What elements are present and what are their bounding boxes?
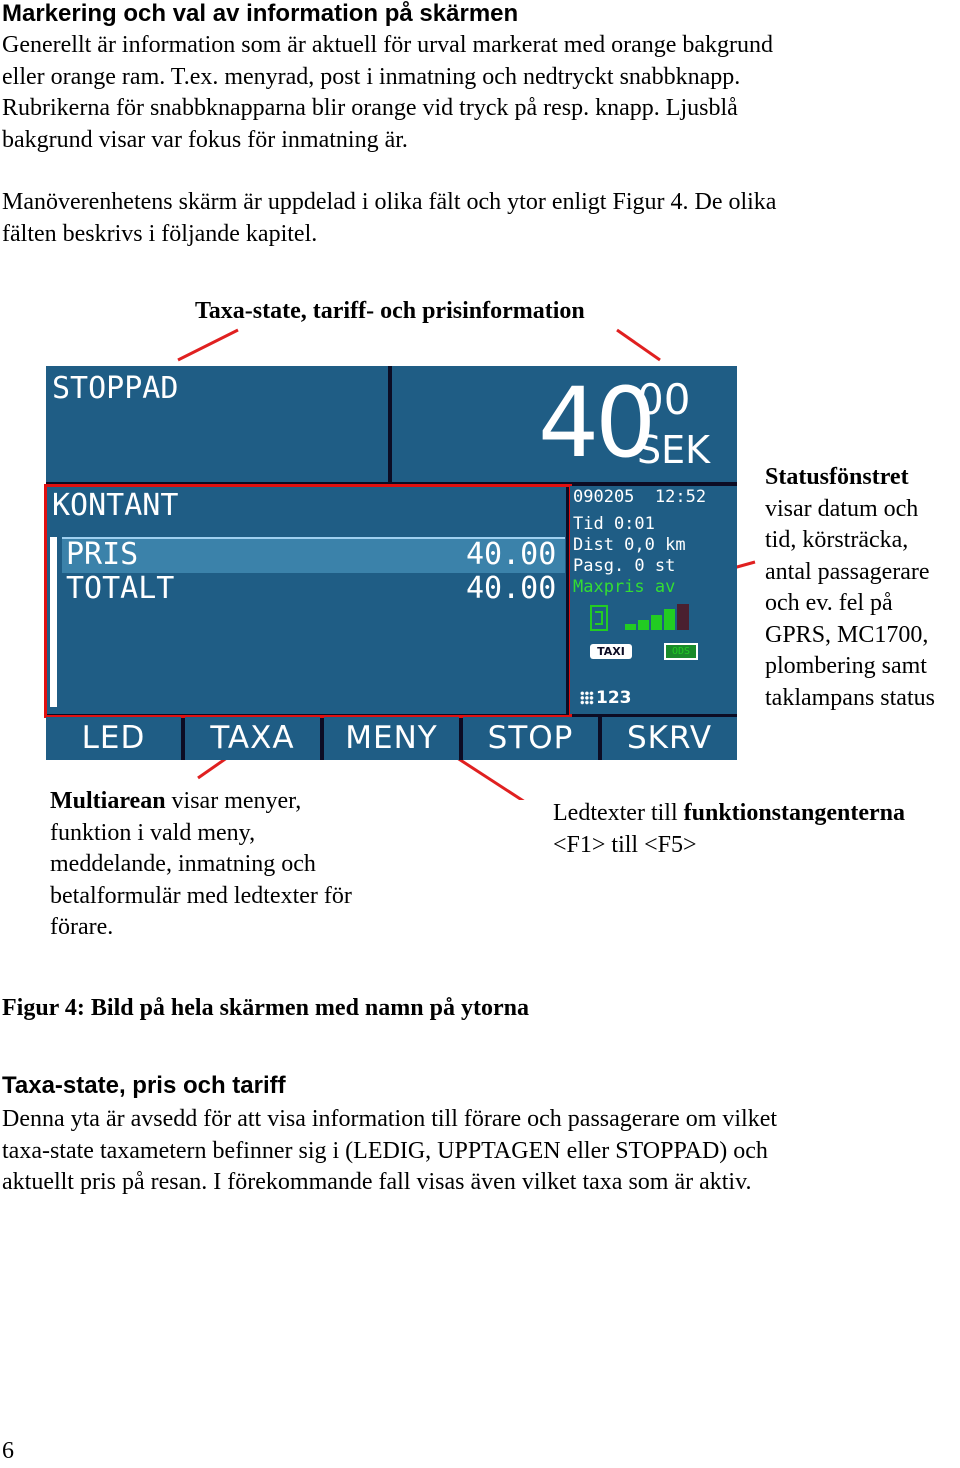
status-time: Tid 0:01 bbox=[573, 514, 655, 534]
signal-bar bbox=[625, 624, 636, 630]
status-distance: Dist 0,0 km bbox=[573, 535, 686, 555]
paragraph-line: eller orange ram. T.ex. menyrad, post i inmatning och nedtryckt snabbknapp. bbox=[2, 63, 741, 90]
paragraph-line: aktuellt pris på resan. I förekommande fall visas även vilket taxa som är aktiv. bbox=[2, 1169, 752, 1195]
paragraph-taxa-state bbox=[2, 1104, 777, 1199]
payment-type: KONTANT bbox=[52, 488, 179, 523]
price-main: 40 bbox=[538, 367, 653, 479]
callout-multiarea-line: funktion i vald meny, bbox=[50, 819, 256, 846]
fkey-meny[interactable]: MENY bbox=[324, 717, 459, 760]
callout-status-line: tid, körsträcka, bbox=[765, 527, 909, 553]
callout-fkeys-prefix: Ledtexter till bbox=[553, 800, 684, 826]
callout-multiarea bbox=[50, 786, 352, 944]
signal-bar bbox=[651, 615, 662, 630]
row-value-pris: 40.00 bbox=[466, 537, 557, 572]
status-maxprice: Maxpris av bbox=[573, 577, 676, 597]
row-label-totalt: TOTALT bbox=[66, 571, 175, 606]
callout-taxa-state: Taxa-state, tariff- och prisinformation bbox=[195, 298, 585, 324]
signal-bar bbox=[664, 609, 675, 630]
callout-multiarea-first: visar menyer, bbox=[165, 788, 302, 814]
keypad-icon bbox=[580, 691, 594, 705]
callout-status-line: taklampans status bbox=[765, 684, 935, 711]
fkey-skrv[interactable]: SKRV bbox=[602, 717, 737, 760]
callout-multiarea-line bbox=[50, 786, 352, 818]
paragraph-line: taxa-state taxametern befinner sig i (LEDIG, UPPTAGEN eller STOPPAD) och bbox=[2, 1137, 768, 1164]
section-heading-taxa-state: Taxa-state, pris och tariff bbox=[2, 1072, 286, 1099]
multi-area-frame bbox=[44, 484, 572, 718]
callout-line-left bbox=[178, 330, 238, 360]
paragraph-line: Manöverenhetens skärm är uppdelad i olika fält och ytor enligt Figur 4. De olika bbox=[2, 189, 777, 215]
keypad-mode: 123 bbox=[596, 688, 632, 708]
taxa-state-label: STOPPAD bbox=[52, 371, 179, 406]
callout-multiarea-line: förare. bbox=[50, 914, 114, 940]
taxi-sign-icon: TAXI bbox=[590, 644, 632, 659]
section-heading-marking: Markering och val av information på skärmen bbox=[2, 0, 519, 27]
callout-fkeys-bold: funktionstangenterna bbox=[683, 800, 905, 826]
ods-badge: ODS bbox=[664, 643, 698, 660]
page-number: 6 bbox=[2, 1438, 14, 1464]
price-decimals: 00 bbox=[637, 375, 691, 424]
row-value-totalt: 40.00 bbox=[466, 571, 557, 606]
callout-status-line: antal passagerare bbox=[765, 558, 930, 585]
callout-fkeys bbox=[553, 798, 905, 861]
paragraph-line: Generellt är information som är aktuell för urval markerat med orange bakgrund bbox=[2, 32, 774, 58]
callout-status-line: och ev. fel på bbox=[765, 590, 893, 616]
callout-line-right bbox=[617, 330, 660, 360]
fkey-taxa[interactable]: TAXA bbox=[185, 717, 320, 760]
callout-status-line: plombering samt bbox=[765, 653, 927, 679]
paragraph-line: Denna yta är avsedd för att visa information till förare och passagerare om vilket bbox=[2, 1106, 778, 1132]
callout-multiarea-line: betalformulär med ledtexter för bbox=[50, 882, 352, 909]
fkey-led[interactable]: LED bbox=[46, 717, 181, 760]
callout-multiarea-line: meddelande, inmatning och bbox=[50, 851, 316, 877]
callout-fkeys-line bbox=[553, 798, 905, 830]
fkey-stop[interactable]: STOP bbox=[463, 717, 598, 760]
callout-status bbox=[765, 462, 935, 714]
figure-caption: Figur 4: Bild på hela skärmen med namn på ytorna bbox=[2, 995, 529, 1021]
signal-bar-empty bbox=[677, 604, 689, 630]
callout-status-title: Statusfönstret bbox=[765, 464, 909, 490]
row-label-pris: PRIS bbox=[66, 537, 139, 572]
paragraph-line: fälten beskrivs i följande kapitel. bbox=[2, 220, 318, 247]
gprs-icon bbox=[590, 605, 608, 631]
paragraph-line: bakgrund visar var fokus för inmatning är. bbox=[2, 126, 408, 153]
paragraph-line: Rubrikerna för snabbknapparna blir orange vid tryck på resp. knapp. Ljusblå bbox=[2, 95, 738, 121]
currency-label: SEK bbox=[637, 428, 711, 472]
signal-bar bbox=[638, 620, 649, 630]
callout-status-line: GPRS, MC1700, bbox=[765, 621, 929, 648]
status-passengers: Pasg. 0 st bbox=[573, 556, 676, 576]
status-datetime: 090205 12:52 bbox=[573, 487, 707, 507]
callout-status-line: visar datum och bbox=[765, 495, 919, 522]
callout-multiarea-title: Multiarean bbox=[50, 788, 166, 814]
callout-fkeys-line2: <F1> till <F5> bbox=[553, 831, 697, 858]
